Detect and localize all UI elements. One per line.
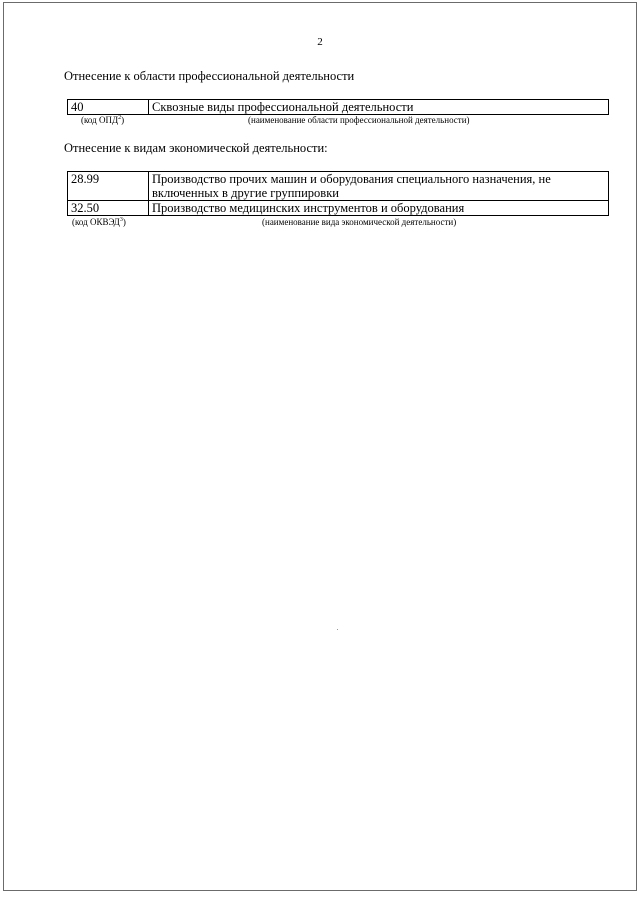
opd-code-caption-close: ): [121, 115, 125, 125]
table-row: [68, 172, 609, 201]
okved-name-cell: Производство медицинских инструментов и оборудования: [149, 201, 609, 216]
okved-heading: Отнесение к видам экономической деятельности:: [64, 141, 328, 155]
okved-name-caption: (наименование вида экономической деятельности): [262, 217, 457, 227]
okved-code-caption-close: ): [122, 217, 126, 227]
page-number: 2: [317, 36, 323, 48]
scan-speck: [337, 629, 338, 630]
opd-code-caption-text: (код ОПД: [81, 115, 119, 125]
opd-code-cell: 40: [68, 100, 149, 115]
okved-name-cell: Производство прочих машин и оборудования специального назначения, не включенных в другие группировки: [149, 172, 609, 201]
footnote-ref: 2: [118, 115, 122, 121]
table-row: [68, 201, 609, 216]
opd-name-caption: (наименование области профессиональной деятельности): [248, 115, 470, 125]
okved-code-caption-text: (код ОКВЭД: [72, 217, 120, 227]
opd-name-cell: Сквозные виды профессиональной деятельности: [149, 100, 609, 115]
opd-heading: Отнесение к области профессиональной деятельности: [64, 69, 355, 83]
opd-table: [67, 99, 609, 115]
okved-table: [67, 171, 609, 216]
document-page: [3, 2, 637, 891]
okved-code-caption: [72, 217, 126, 227]
okved-code-cell: 28.99: [68, 172, 149, 201]
okved-code-cell: 32.50: [68, 201, 149, 216]
footnote-ref: 3: [119, 217, 123, 223]
table-row: [68, 100, 609, 115]
opd-code-caption: [81, 115, 124, 125]
